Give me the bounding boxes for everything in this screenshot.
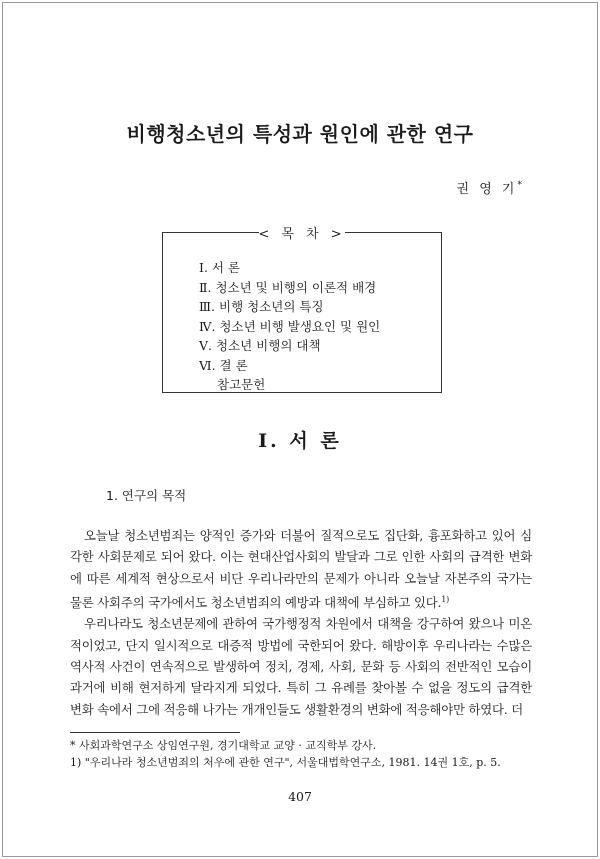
table-of-contents: [162, 227, 442, 393]
footnote-divider: [70, 732, 240, 733]
paragraph: [70, 613, 532, 719]
toc-item: Ⅰ. 서 론: [199, 260, 241, 275]
paragraph-text: 우리나라도 청소년문제에 관하여 국가행정적 차원에서 대책을 강구하여 왔으나 미온적이었고, 단지 일시적으로 대증적 방법에 국한되어 왔다. 해방이후 우리나라는 수많은 역사적 사건이 연속적으로 발생하여 정치, 경제, 사회, 문화 등 사회의 전반적인 모습이 과거에 비해 현저하게 달라지게 되었다. 특히 그 유례를 찾아볼 수 없을 정도의 급격한 변화 속에서 그에 적응해 나가는 개개인들도 생활환경의 변화에 적응해야만 하였다. 더: [70, 616, 532, 717]
paragraph: [70, 525, 532, 613]
footnote: 1) "우리나라 청소년범죄의 처우에 관한 연구", 서울대법학연구소, 1981. 14권 1호, p. 5.: [70, 756, 501, 769]
body-text: [70, 525, 532, 720]
author-name: 권 영 기: [456, 182, 518, 197]
footnote: * 사회과학연구소 상임연구원, 경기대학교 교양 · 교직학부 강사.: [70, 739, 377, 752]
toc-item: Ⅲ. 비행 청소년의 특징: [199, 299, 324, 314]
page-number: 407: [288, 789, 312, 804]
toc-item: Ⅱ. 청소년 및 비행의 이론적 배경: [199, 279, 377, 295]
toc-item: Ⅴ. 청소년 비행의 대책: [199, 338, 321, 353]
section-heading: Ⅰ. 서 론: [258, 430, 342, 452]
subsection-heading: 1. 연구의 목적: [106, 488, 187, 503]
toc-item: 참고문헌: [217, 377, 266, 392]
author-footnote-mark: *: [517, 180, 522, 191]
footnotes: [70, 737, 540, 771]
toc-list: [199, 258, 380, 395]
paragraph-text: 오늘날 청소년범죄는 양적인 증가와 더불어 질적으로도 집단화, 흉포화하고 있어 심각한 사회문제로 되어 왔다. 이는 현대산업사회의 발달과 그로 인한 사회의 급격한 변화에 따른 세계적 현상으로서 비단 우리나라만의 문제가 아니라 오늘날 자본주의 국가는 물론 사회주의 국가에서도 청소년범죄의 예방과 대책에 부심하고 있다.: [70, 528, 532, 611]
footnote-ref: 1): [441, 594, 450, 604]
toc-heading: < 목 차 >: [258, 227, 346, 242]
toc-item: Ⅵ. 결 론: [199, 357, 248, 373]
author-line: [457, 178, 522, 197]
toc-item: Ⅳ. 청소년 비행 발생요인 및 원인: [199, 318, 381, 334]
paper-title: 비행청소년의 특성과 원인에 관한 연구: [126, 122, 474, 146]
